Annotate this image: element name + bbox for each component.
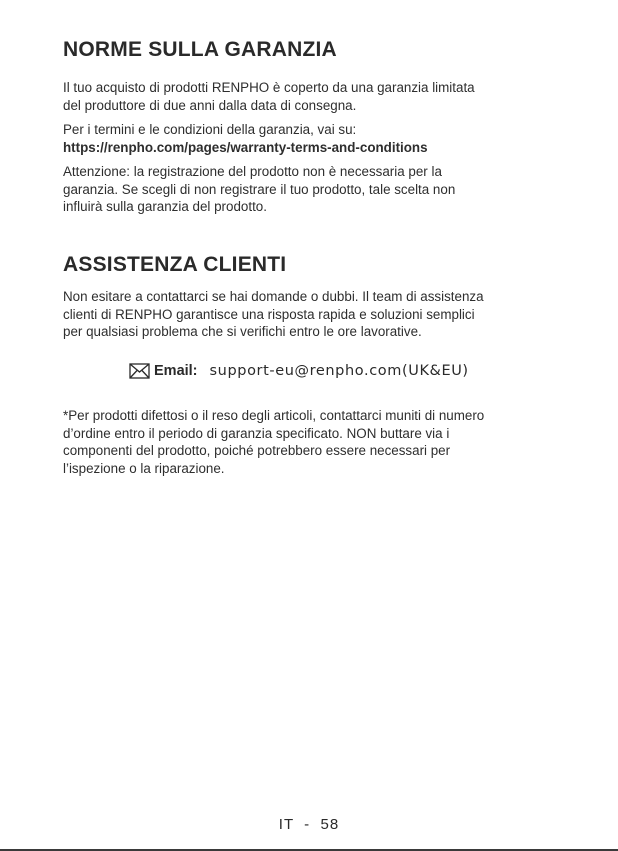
text-line: per qualsiasi problema che si verifichi entro le ore lavorative. xyxy=(63,324,422,339)
support-paragraph xyxy=(63,288,563,341)
email-address[interactable]: support-eu@renpho.com(UK&EU) xyxy=(209,363,469,379)
text-line: del produttore di due anni dalla data di consegna. xyxy=(63,97,357,113)
text-line: Attenzione: la registrazione del prodotto non è necessaria per la xyxy=(63,164,442,179)
text-line: l’ispezione o la riparazione. xyxy=(63,460,225,476)
text-line: componenti del prodotto, poiché potrebbero essere necessari per xyxy=(63,443,451,458)
support-note xyxy=(63,407,563,477)
email-label: Email: xyxy=(154,363,198,379)
text-line: Non esitare a contattarci se hai domande o dubbi. Il team di assistenza xyxy=(63,289,484,304)
warranty-paragraph-1 xyxy=(63,79,563,114)
warranty-paragraph-2 xyxy=(63,121,563,156)
text-line: clienti di RENPHO garantisce una risposta rapida e soluzioni semplici xyxy=(63,306,475,322)
text-line: *Per prodotti difettosi o il reso degli articoli, contattarci muniti di numero xyxy=(63,408,485,423)
warranty-link[interactable]: https://renpho.com/pages/warranty-terms-and-conditions xyxy=(63,139,428,155)
support-heading: ASSISTENZA CLIENTI xyxy=(63,253,287,276)
text-line: garanzia. Se scegli di non registrare il tuo prodotto, tale scelta non xyxy=(63,181,456,197)
warranty-heading: NORME SULLA GARANZIA xyxy=(63,38,337,61)
text-line: Il tuo acquisto di prodotti RENPHO è coperto da una garanzia limitata xyxy=(63,80,475,95)
text-line: influirà sulla garanzia del prodotto. xyxy=(63,199,267,214)
text-line: Per i termini e le condizioni della garanzia, vai su: xyxy=(63,122,357,137)
page-number: IT - 58 xyxy=(278,816,340,833)
text-line: d’ordine entro il periodo di garanzia specificato. NON buttare via i xyxy=(63,425,450,441)
warranty-paragraph-3 xyxy=(63,163,563,216)
email-contact xyxy=(129,363,469,379)
envelope-icon xyxy=(129,363,150,379)
